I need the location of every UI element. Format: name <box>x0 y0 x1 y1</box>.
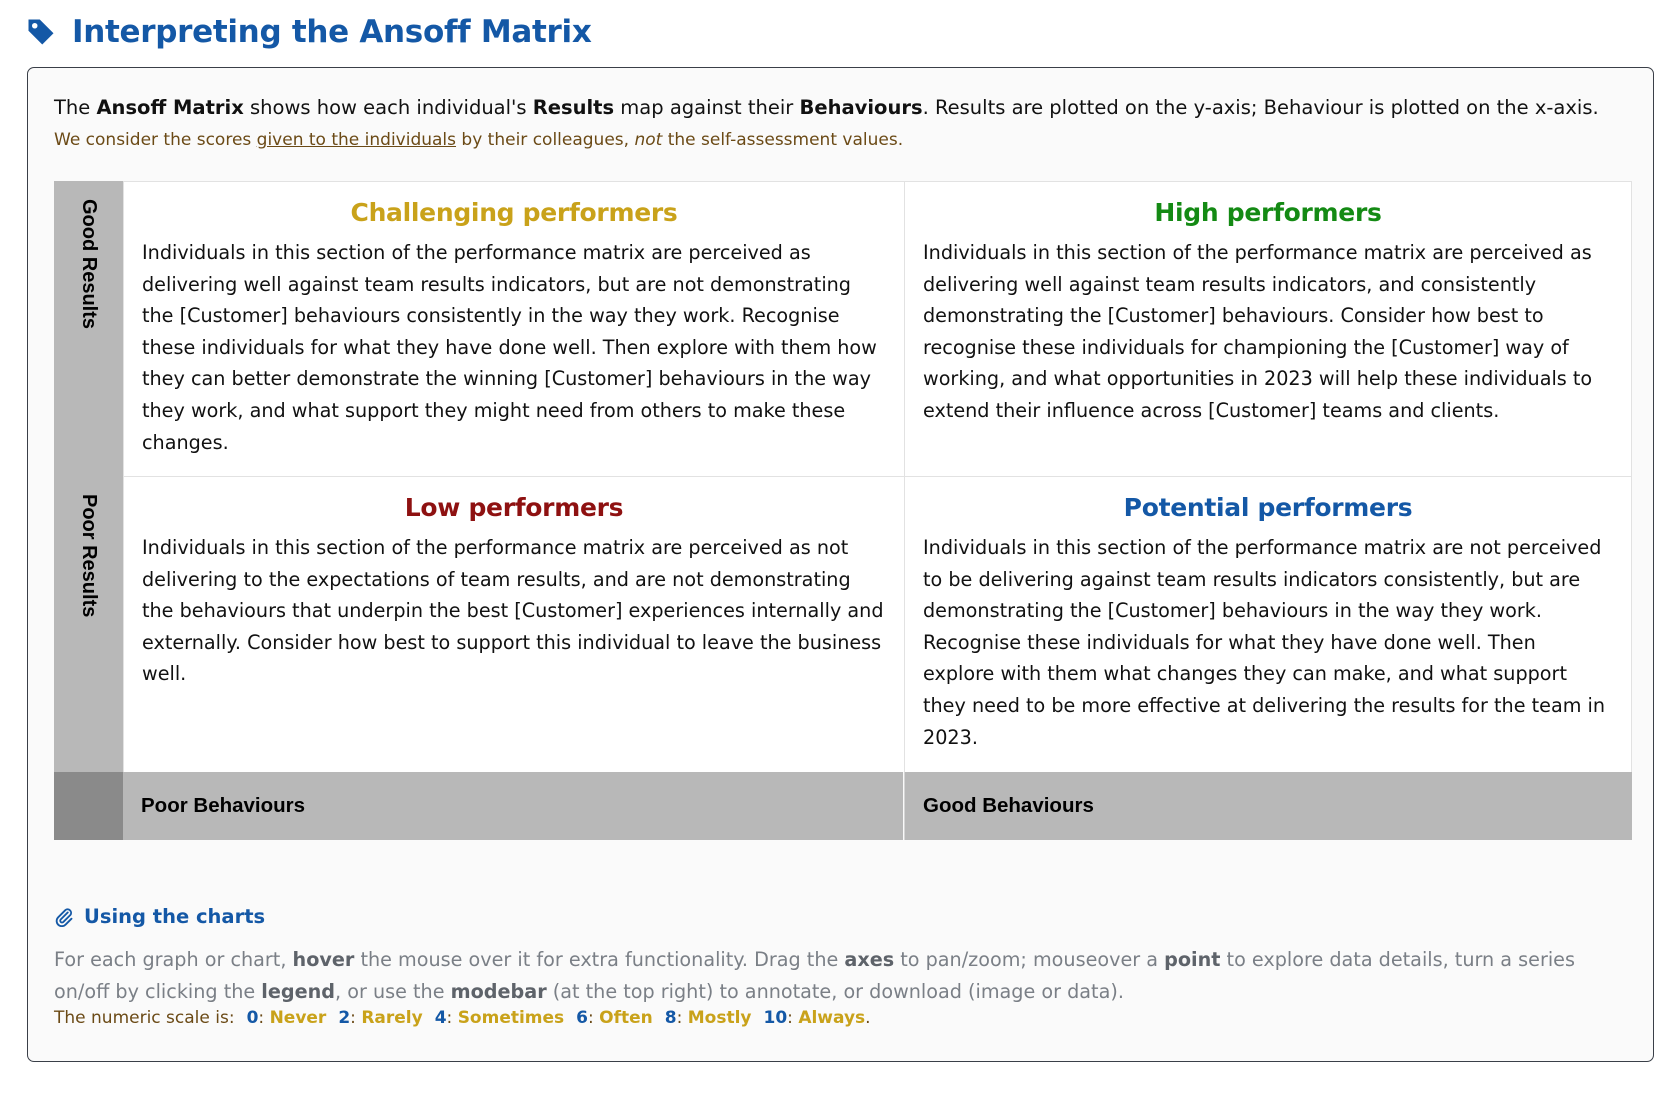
quadrant-text: Individuals in this section of the performance matrix are perceived as not delivering to the expectations of team results, and are not demonstrating the behaviours that underpin the best [Customer] experiences internally and externally. Consider how best to support this individual to leave the business well. <box>142 536 884 686</box>
ansoff-matrix <box>54 181 1632 840</box>
quadrant-text: Individuals in this section of the performance matrix are perceived as delivering well against team results indicators, but are not demonstrating the [Customer] behaviours consistently in the way they work. Recognise these individuals for what they have done well. Then explore with them how they can better demonstrate the winning [Customer] behaviours in the way they work, and what support they might need from others to make these changes. <box>142 241 877 454</box>
quadrant-potential <box>904 476 1632 772</box>
tag-icon <box>26 17 56 47</box>
scale-word: Always <box>798 1008 866 1028</box>
page-heading <box>26 14 592 50</box>
quadrant-text: Individuals in this section of the performance matrix are not perceived to be delivering against team results indicators consistently, but are demonstrating the [Customer] behaviours in the way they work. Recognise these individuals for what they have done well. Then explore with them what changes they can make, and what support they need to be more effective at delivering the results for the team in 2023. <box>923 536 1605 749</box>
quadrant-title: Low performers <box>404 493 624 522</box>
scale-number: 6 <box>576 1008 589 1028</box>
scale-number: 2 <box>338 1008 351 1028</box>
scale-number: 4 <box>434 1008 447 1028</box>
quadrant-title: Challenging performers <box>350 198 678 227</box>
scale-number: 0 <box>246 1008 259 1028</box>
y-axis-poor-results: Poor Results <box>54 476 123 772</box>
quadrant-low <box>123 476 904 772</box>
y-axis-good-results: Good Results <box>54 181 123 476</box>
scale-number: 8 <box>664 1008 677 1028</box>
using-charts-help: For each graph or chart, hover the mouse over it for extra functionality. Drag the axes to pan/zoom; mouseover a point to explore data details, turn a series on/off by clicking the legend, or use the modebar (at the top right) to annotate, or download (image or data). <box>54 948 1575 1003</box>
scale-word: Never <box>269 1008 327 1028</box>
scale-word: Mostly <box>687 1008 752 1028</box>
paperclip-icon <box>54 907 74 927</box>
scale-number: 10 <box>763 1008 788 1028</box>
numeric-scale: The numeric scale is: 0: Never 2: Rarely 4: Sometimes 6: Often 8: Mostly 10: Always. <box>54 1008 871 1028</box>
quadrant-title: High performers <box>1154 198 1382 227</box>
matrix-corner <box>54 772 123 840</box>
using-charts-heading <box>54 905 265 928</box>
scale-word: Sometimes <box>457 1008 565 1028</box>
scale-word: Often <box>599 1008 653 1028</box>
quadrant-text: Individuals in this section of the performance matrix are perceived as delivering well against team results indicators, and consistently demonstrating the [Customer] behaviours. Consider how best to recognise these individuals for championing the [Customer] way of working, and what opportunities in 2023 will help these individuals to extend their influence across [Customer] teams and clients. <box>923 241 1593 422</box>
quadrant-challenging <box>123 181 904 476</box>
intro-paragraph: The Ansoff Matrix shows how each individual's Results map against their Behaviours. Results are plotted on the y-axis; Behaviour is plotted on the x-axis. <box>54 96 1599 119</box>
quadrant-high <box>904 181 1632 476</box>
given-to-individuals-link[interactable]: given to the individuals <box>256 130 457 150</box>
intro-note: We consider the scores given to the individuals by their colleagues, not the self-assessment values. <box>54 130 904 150</box>
page-title: Interpreting the Ansoff Matrix <box>72 14 592 50</box>
x-axis-good-behaviours: Good Behaviours <box>904 772 1632 840</box>
ansoff-card <box>27 67 1654 1062</box>
x-axis-poor-behaviours: Poor Behaviours <box>123 772 903 840</box>
using-charts-title: Using the charts <box>84 905 266 928</box>
scale-word: Rarely <box>361 1008 423 1028</box>
quadrant-title: Potential performers <box>1123 493 1413 522</box>
